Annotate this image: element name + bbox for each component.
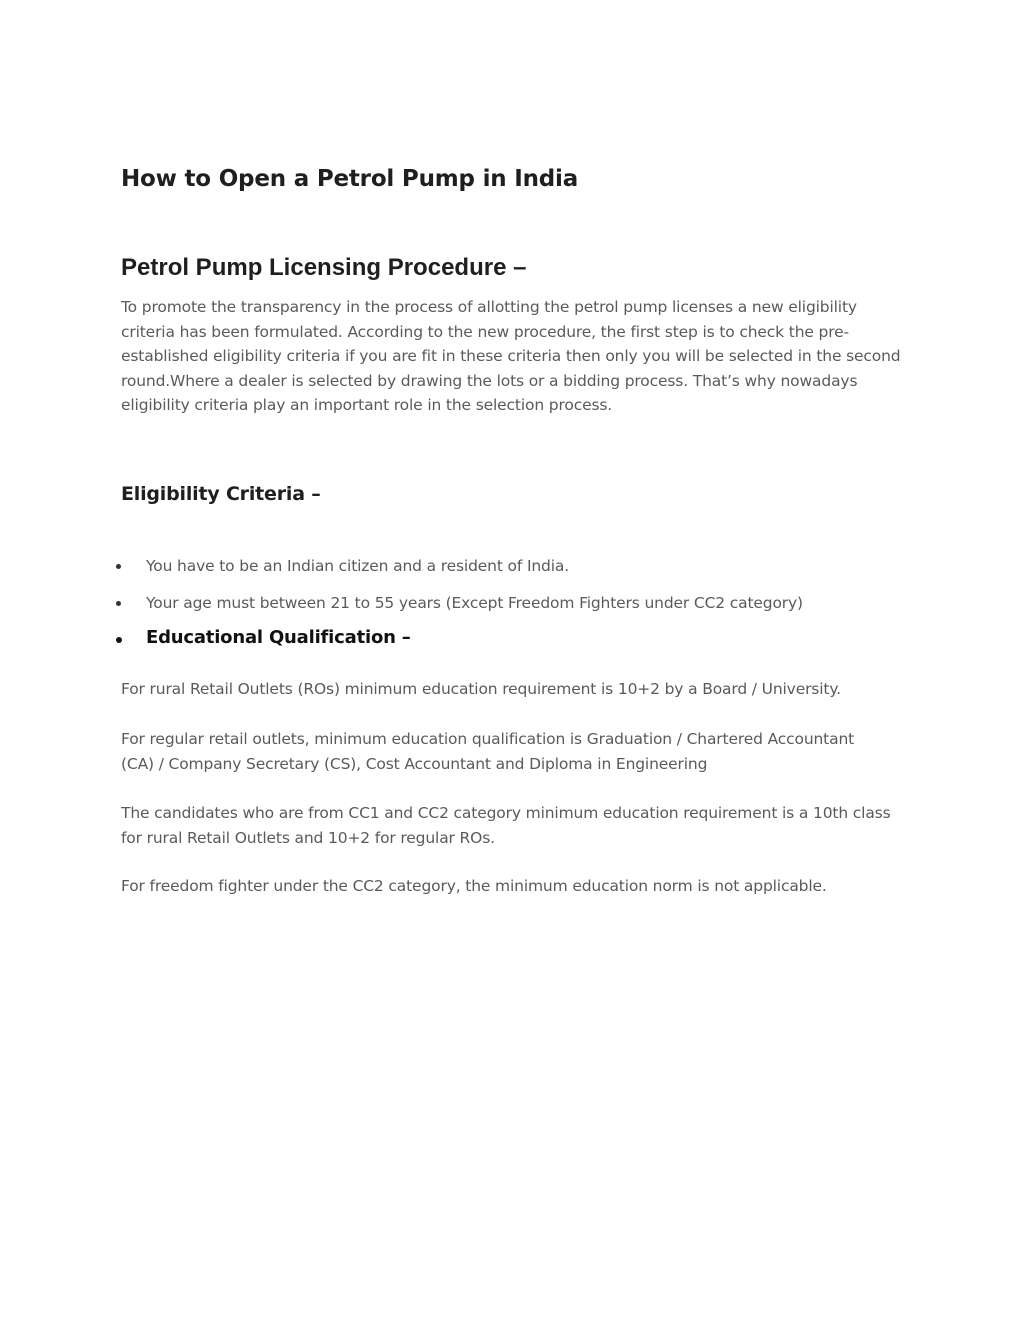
list-item-text: Your age must between 21 to 55 years (Except Freedom Fighters under CC2 category) xyxy=(146,594,803,612)
section-heading-eligibility: Eligibility Criteria – xyxy=(121,483,321,505)
page-title: How to Open a Petrol Pump in India xyxy=(121,166,579,192)
educational-qualification-heading: Educational Qualification – xyxy=(146,627,411,648)
licensing-paragraph: To promote the transparency in the process of allotting the petrol pump licenses a new eligibility criteria has been formulated. According to the new procedure, the first step is to check the pre-established eligibility criteria if you are fit in these criteria then only you will be selected in the second round.Where a dealer is selected by drawing the lots or a bidding process. That’s why nowadays eligibility criteria play an important role in the selection process. xyxy=(121,298,901,414)
freedom-fighter-paragraph: For freedom fighter under the CC2 category, the minimum education norm is not applicable. xyxy=(121,877,827,895)
bullet-icon xyxy=(116,564,121,569)
section-heading-licensing: Petrol Pump Licensing Procedure – xyxy=(121,254,527,281)
bullet-icon xyxy=(116,637,122,643)
cc-category-paragraph: The candidates who are from CC1 and CC2 category minimum education requirement is a 10th class for rural Retail Outlets and 10+2 for regular ROs. xyxy=(121,804,891,847)
regular-outlets-paragraph: For regular retail outlets, minimum education qualification is Graduation / Chartered Accountant (CA) / Company Secretary (CS), Cost Accountant and Diploma in Engineering xyxy=(121,730,855,773)
rural-outlets-paragraph: For rural Retail Outlets (ROs) minimum education requirement is 10+2 by a Board / University. xyxy=(121,680,841,698)
bullet-icon xyxy=(116,601,121,606)
list-item-text: You have to be an Indian citizen and a resident of India. xyxy=(146,557,570,575)
